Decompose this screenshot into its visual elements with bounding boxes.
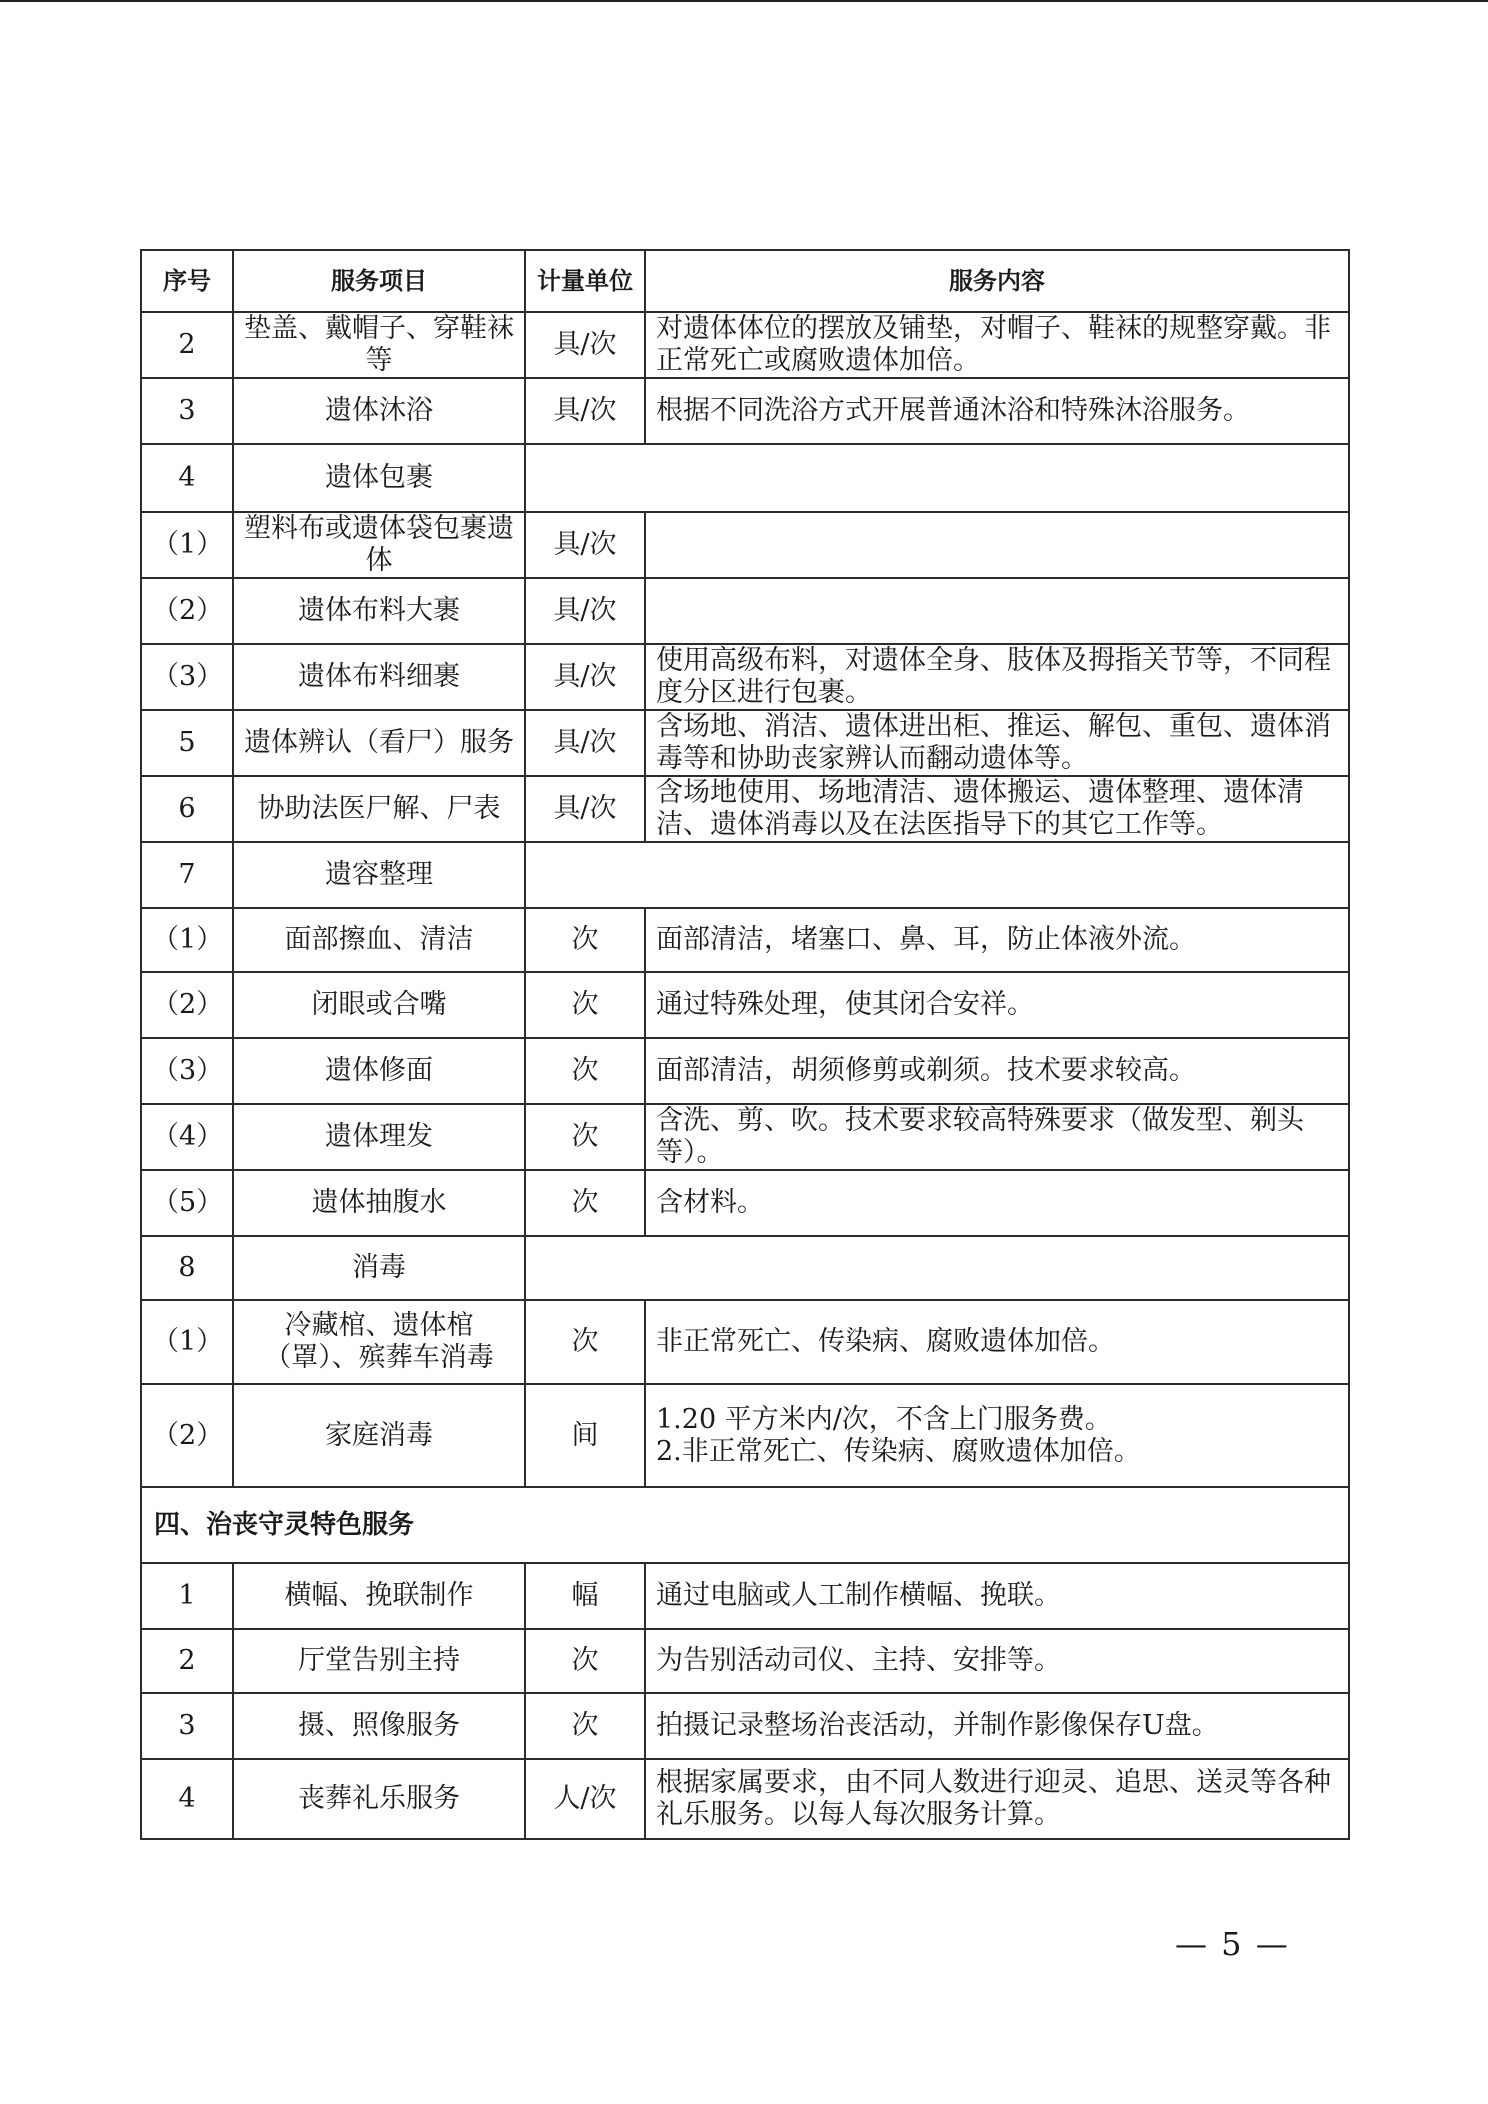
row-item: 消毒 (233, 1236, 525, 1300)
row-unit: 次 (525, 1629, 645, 1693)
table-row (141, 972, 1349, 1038)
row-item: 遗体修面 (233, 1038, 525, 1104)
table-header-row (141, 250, 1349, 312)
row-no: （2） (141, 972, 233, 1038)
table-row (141, 842, 1349, 908)
row-no: （1） (141, 512, 233, 578)
row-no: （3） (141, 1038, 233, 1104)
row-content: 拍摄记录整场治丧活动，并制作影像保存U盘。 (645, 1693, 1349, 1759)
row-content: 非正常死亡、传染病、腐败遗体加倍。 (645, 1300, 1349, 1384)
row-no: （2） (141, 578, 233, 644)
table-row (141, 1563, 1349, 1629)
row-content: 含场地、消洁、遗体进出柜、推运、解包、重包、遗体消毒等和协助丧家辨认而翻动遗体等。 (645, 710, 1349, 776)
table-row (141, 1104, 1349, 1170)
table-row (141, 1038, 1349, 1104)
row-item: 摄、照像服务 (233, 1693, 525, 1759)
row-item: 面部擦血、清洁 (233, 908, 525, 972)
row-no: （4） (141, 1104, 233, 1170)
table-row (141, 1629, 1349, 1693)
row-content: 含场地使用、场地清洁、遗体搬运、遗体整理、遗体清洁、遗体消毒以及在法医指导下的其它工作等。 (645, 776, 1349, 842)
content-line-2: 2.非正常死亡、传染病、腐败遗体加倍。 (656, 1435, 1141, 1467)
row-empty-merged (525, 842, 1349, 908)
row-no: （3） (141, 644, 233, 710)
header-item: 服务项目 (233, 250, 525, 312)
row-content: 面部清洁，胡须修剪或剃须。技术要求较高。 (645, 1038, 1349, 1104)
row-empty-merged (525, 444, 1349, 512)
table-row (141, 578, 1349, 644)
row-unit: 间 (525, 1384, 645, 1487)
row-no: 4 (141, 1759, 233, 1839)
row-no: 3 (141, 378, 233, 444)
top-border-line (0, 0, 1488, 2)
row-unit: 具/次 (525, 776, 645, 842)
row-no: 3 (141, 1693, 233, 1759)
row-item: 遗体理发 (233, 1104, 525, 1170)
row-item: 垫盖、戴帽子、穿鞋袜等 (233, 312, 525, 378)
row-item: 遗体辨认（看尸）服务 (233, 710, 525, 776)
row-no: （5） (141, 1170, 233, 1236)
row-content: 通过特殊处理，使其闭合安祥。 (645, 972, 1349, 1038)
row-no: 2 (141, 312, 233, 378)
row-item: 遗容整理 (233, 842, 525, 908)
table-row (141, 312, 1349, 378)
row-unit: 人/次 (525, 1759, 645, 1839)
table-row (141, 512, 1349, 578)
table-row (141, 444, 1349, 512)
row-unit: 具/次 (525, 644, 645, 710)
row-unit: 次 (525, 1693, 645, 1759)
row-no: 4 (141, 444, 233, 512)
row-unit: 具/次 (525, 312, 645, 378)
service-table (140, 249, 1350, 1840)
row-item: 丧葬礼乐服务 (233, 1759, 525, 1839)
section-title: 四、治丧守灵特色服务 (141, 1487, 1349, 1563)
row-content (645, 1384, 1349, 1487)
row-unit: 次 (525, 1300, 645, 1384)
row-item: 遗体布料大裹 (233, 578, 525, 644)
row-no: 1 (141, 1563, 233, 1629)
row-content (645, 512, 1349, 578)
row-no: 5 (141, 710, 233, 776)
row-item: 闭眼或合嘴 (233, 972, 525, 1038)
row-unit: 具/次 (525, 378, 645, 444)
row-content: 面部清洁，堵塞口、鼻、耳，防止体液外流。 (645, 908, 1349, 972)
row-item: 协助法医尸解、尸表 (233, 776, 525, 842)
header-no: 序号 (141, 250, 233, 312)
row-no: 6 (141, 776, 233, 842)
row-no: 2 (141, 1629, 233, 1693)
row-content: 对遗体体位的摆放及铺垫，对帽子、鞋袜的规整穿戴。非正常死亡或腐败遗体加倍。 (645, 312, 1349, 378)
row-unit: 次 (525, 1104, 645, 1170)
header-unit: 计量单位 (525, 250, 645, 312)
table-row (141, 378, 1349, 444)
row-empty-merged (525, 1236, 1349, 1300)
table-row (141, 1693, 1349, 1759)
row-no: 7 (141, 842, 233, 908)
row-item: 厅堂告别主持 (233, 1629, 525, 1693)
row-content: 根据不同洗浴方式开展普通沐浴和特殊沐浴服务。 (645, 378, 1349, 444)
row-item: 遗体沐浴 (233, 378, 525, 444)
table-row (141, 776, 1349, 842)
row-unit: 具/次 (525, 512, 645, 578)
content-line-1: 1.20 平方米内/次，不含上门服务费。 (656, 1403, 1112, 1435)
table-row (141, 1300, 1349, 1384)
row-item: 遗体抽腹水 (233, 1170, 525, 1236)
row-unit: 次 (525, 972, 645, 1038)
row-unit: 具/次 (525, 710, 645, 776)
page-number: — 5 — (1175, 1925, 1290, 1963)
row-content: 含洗、剪、吹。技术要求较高特殊要求（做发型、剃头等）。 (645, 1104, 1349, 1170)
row-unit: 幅 (525, 1563, 645, 1629)
table-row (141, 1384, 1349, 1487)
row-unit: 具/次 (525, 578, 645, 644)
row-unit: 次 (525, 1170, 645, 1236)
table-row (141, 1759, 1349, 1839)
table-row (141, 1236, 1349, 1300)
row-item: 冷藏棺、遗体棺（罩）、殡葬车消毒 (233, 1300, 525, 1384)
row-unit: 次 (525, 908, 645, 972)
row-no: （1） (141, 1300, 233, 1384)
table-row (141, 710, 1349, 776)
row-content: 根据家属要求，由不同人数进行迎灵、追思、送灵等各种礼乐服务。以每人每次服务计算。 (645, 1759, 1349, 1839)
row-item: 遗体布料细裹 (233, 644, 525, 710)
row-content: 为告别活动司仪、主持、安排等。 (645, 1629, 1349, 1693)
row-item: 家庭消毒 (233, 1384, 525, 1487)
row-item: 遗体包裹 (233, 444, 525, 512)
row-content: 使用高级布料，对遗体全身、肢体及拇指关节等，不同程度分区进行包裹。 (645, 644, 1349, 710)
header-content: 服务内容 (645, 250, 1349, 312)
row-no: （2） (141, 1384, 233, 1487)
table-row (141, 1170, 1349, 1236)
table-row (141, 908, 1349, 972)
row-no: 8 (141, 1236, 233, 1300)
row-content: 通过电脑或人工制作横幅、挽联。 (645, 1563, 1349, 1629)
table-row (141, 644, 1349, 710)
row-unit: 次 (525, 1038, 645, 1104)
row-no: （1） (141, 908, 233, 972)
row-item: 塑料布或遗体袋包裹遗体 (233, 512, 525, 578)
section-header-row (141, 1487, 1349, 1563)
row-content (645, 578, 1349, 644)
row-content: 含材料。 (645, 1170, 1349, 1236)
row-item: 横幅、挽联制作 (233, 1563, 525, 1629)
